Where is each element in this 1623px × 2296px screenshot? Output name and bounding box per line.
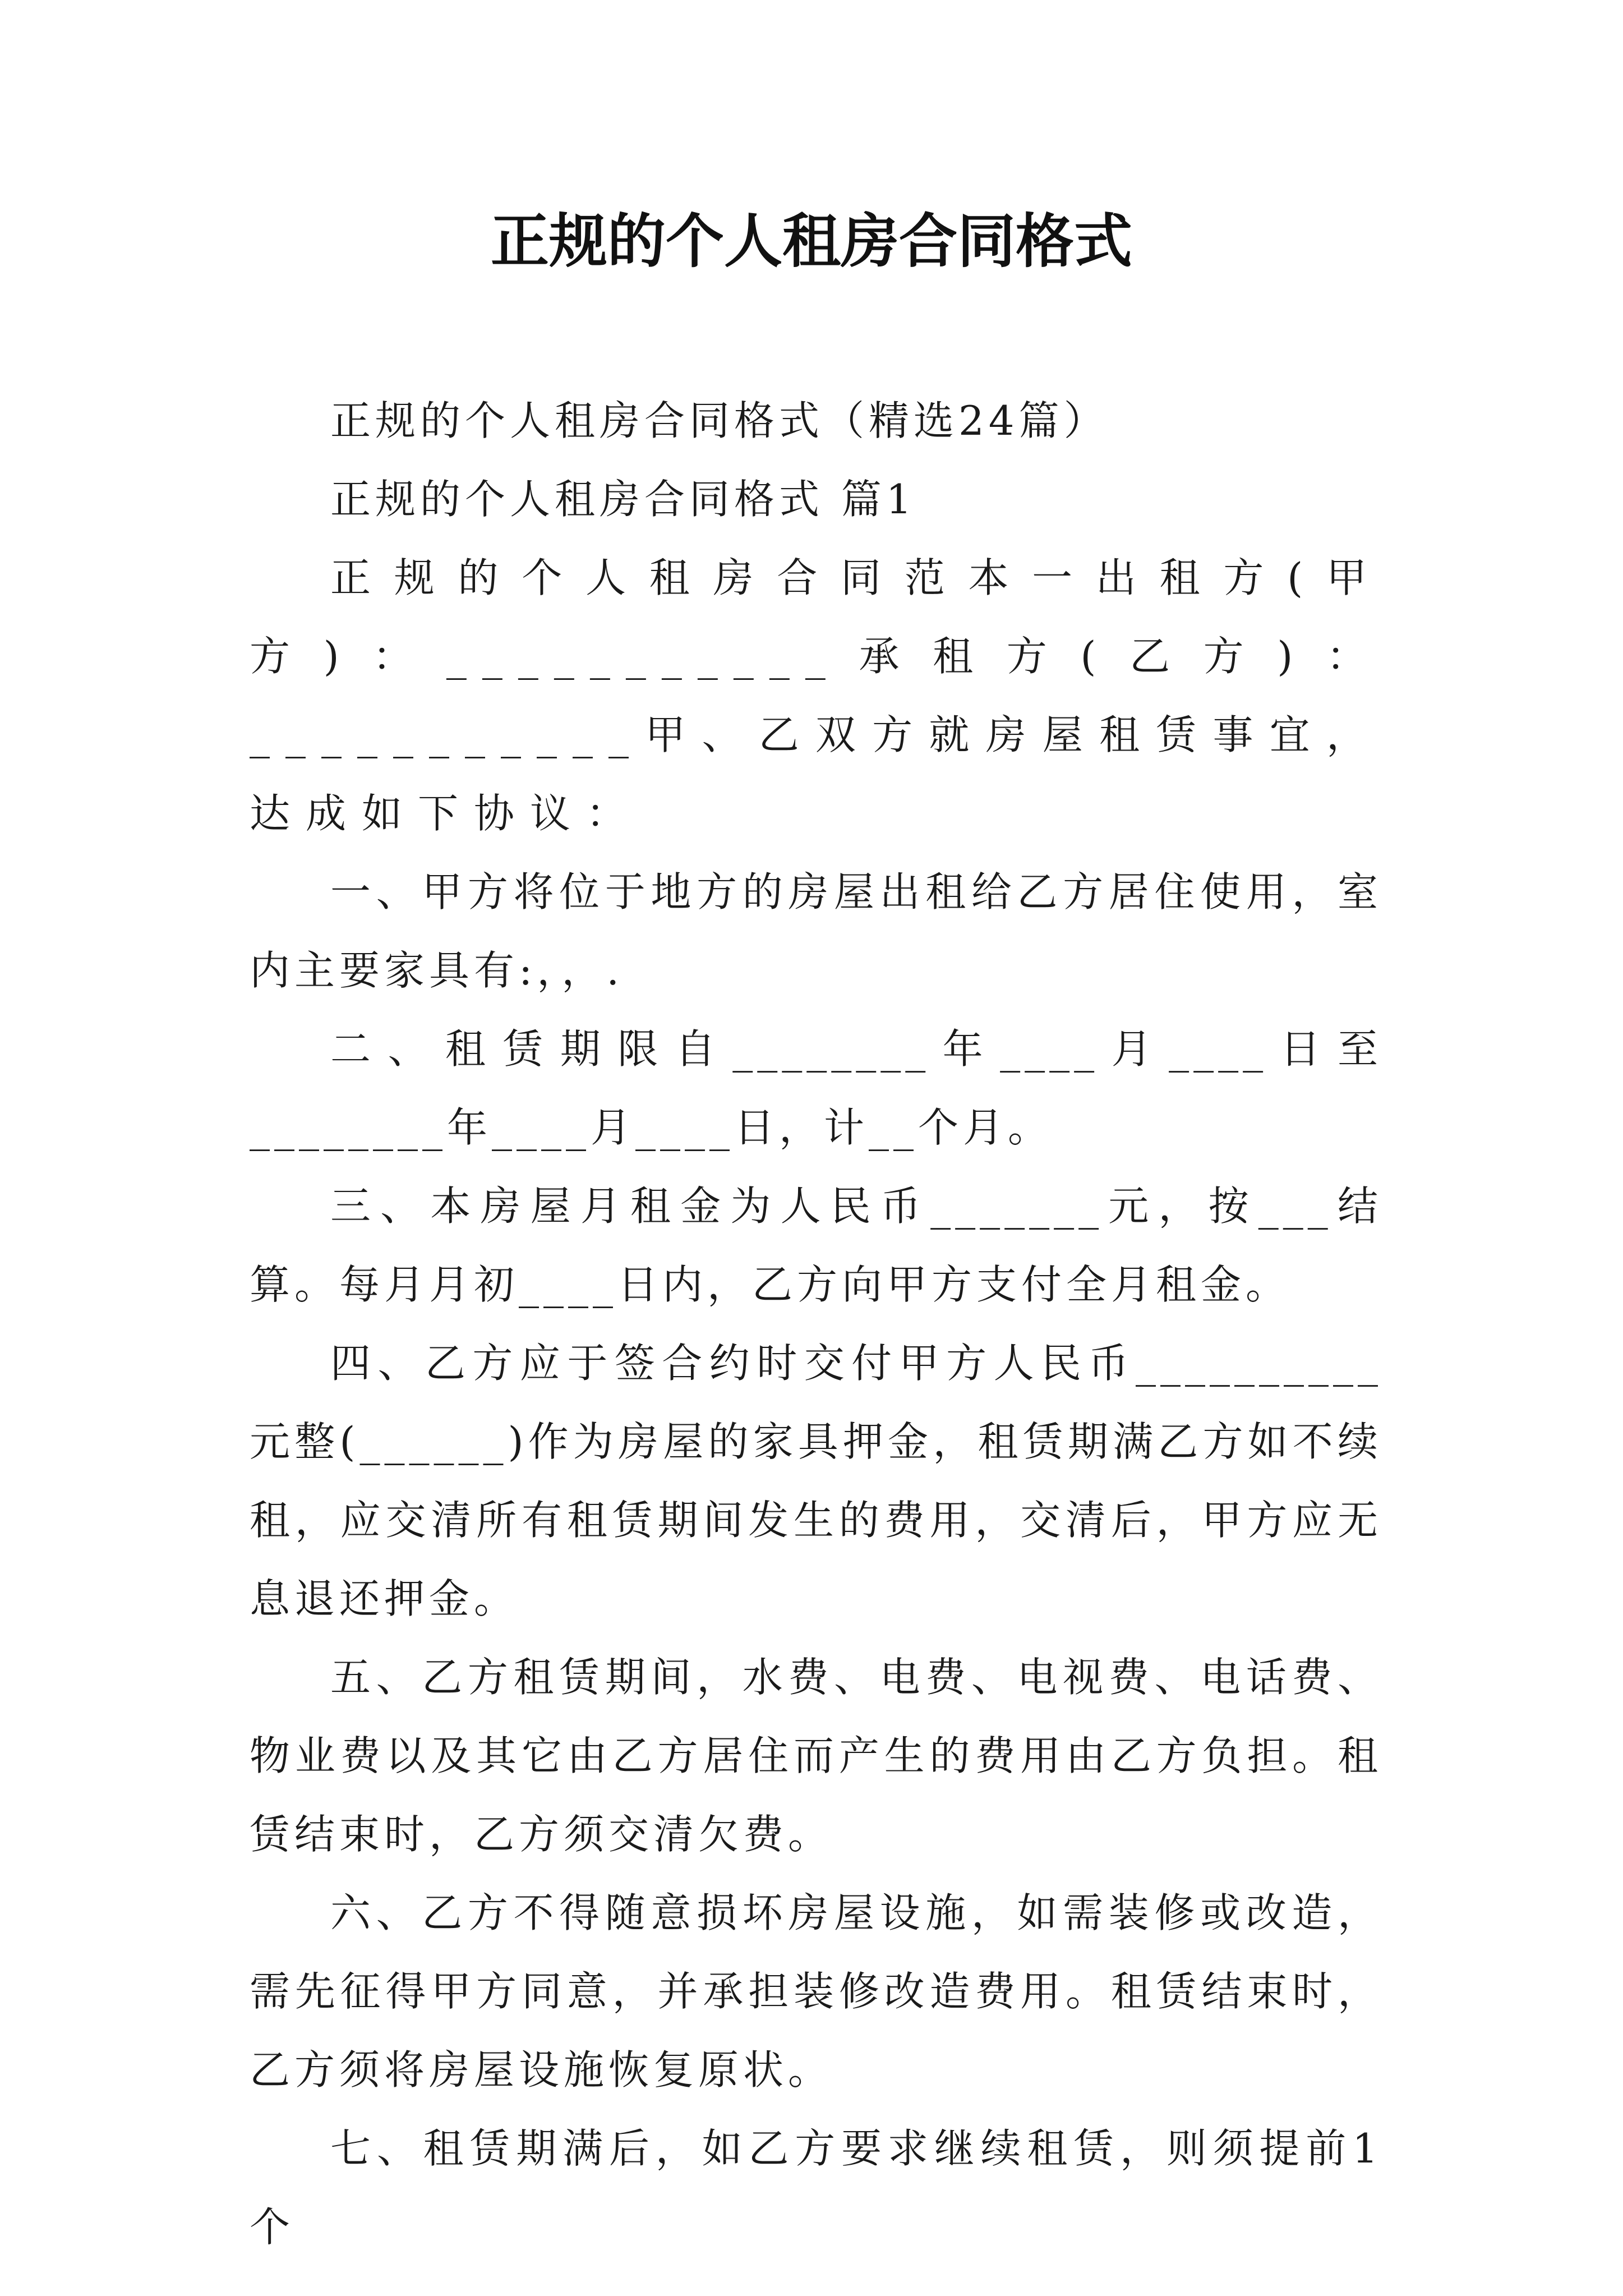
paragraph-clause-2: 二、租赁期限自________年____月____日至________年____月____日，计__个月。	[250, 1025, 1382, 1151]
paragraph-parties: 正规的个人租房合同范本一出租方(甲方)：___________承租方(乙方)：___________甲、乙双方就房屋租赁事宜，达成如下协议：	[250, 554, 1382, 837]
document-body	[250, 381, 1382, 2266]
document-title: 正规的个人租房合同格式	[490, 206, 1132, 275]
paragraph-clause-1: 一、甲方将位于地方的房屋出租给乙方居住使用，室内主要家具有:，，.	[250, 868, 1382, 994]
paragraph-subtitle: 正规的个人租房合同格式（精选24篇）	[330, 397, 1109, 444]
paragraph-clause-7: 七、租赁期满后，如乙方要求继续租赁，则须提前1个	[250, 2125, 1382, 2251]
paragraph-clause-4: 四、乙方应于签合约时交付甲方人民币__________元整(______)作为房屋的家具押金，租赁期满乙方如不续租，应交清所有租赁期间发生的费用，交清后，甲方应无息退还押金。	[250, 1340, 1382, 1622]
paragraph-clause-6: 六、乙方不得随意损坏房屋设施，如需装修或改造，需先征得甲方同意，并承担装修改造费用。租赁结束时，乙方须将房屋设施恢复原状。	[250, 1889, 1382, 2093]
paragraph-clause-5: 五、乙方租赁期间，水费、电费、电视费、电话费、物业费以及其它由乙方居住而产生的费用由乙方负担。租赁结束时，乙方须交清欠费。	[250, 1654, 1382, 1858]
paragraph-section-heading: 正规的个人租房合同格式 篇1	[330, 476, 916, 523]
paragraph-clause-3: 三、本房屋月租金为人民币_______元，按___结算。每月月初____日内，乙方向甲方支付全月租金。	[250, 1182, 1382, 1308]
